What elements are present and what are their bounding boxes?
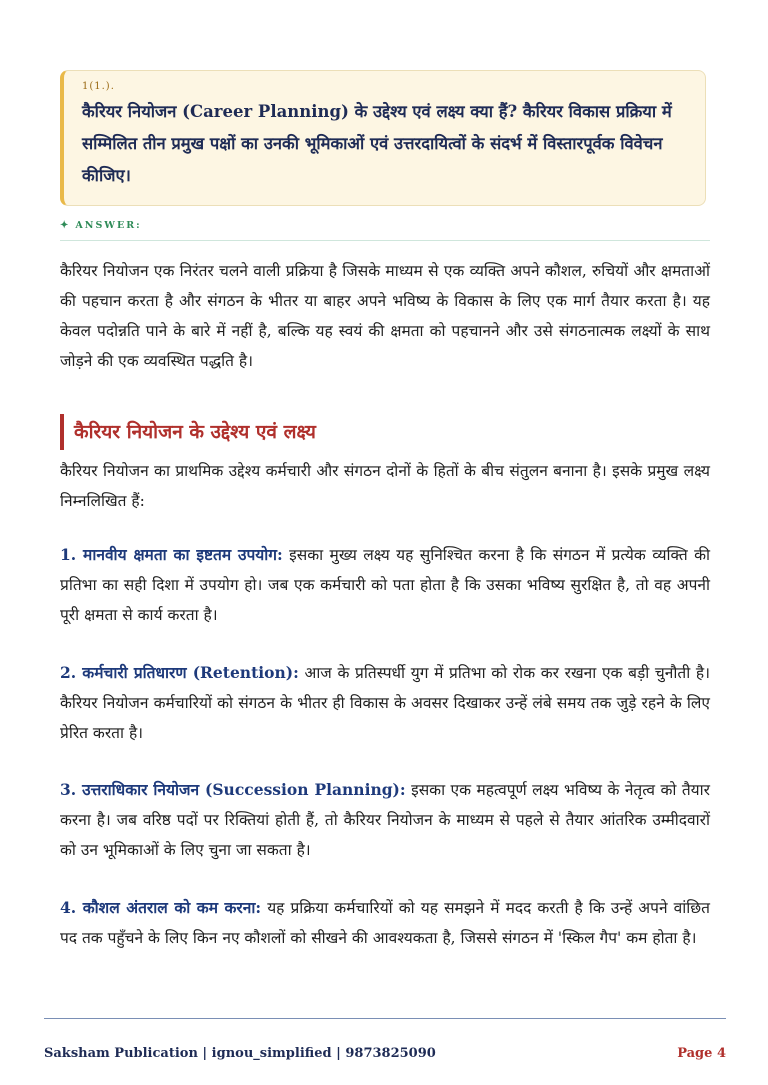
section-intro-paragraph: कैरियर नियोजन का प्राथमिक उद्देश्य कर्मचारी और संगठन दोनों के हितों के बीच संतुलन बनाना है। इसके प्रमुख लक्ष्य निम्नलिखित हैं: [60,462,710,510]
list-item-heading: 3. उत्तराधिकार नियोजन (Succession Planning): [60,780,406,799]
list-item-heading: 1. मानवीय क्षमता का इष्टतम उपयोग: [60,545,283,564]
list-item-body: इसका एक महत्वपूर्ण लक्ष्य भविष्य के नेतृत्व को तैयार करना है। जब वरिष्ठ पदों पर रिक्तियां होती हैं, तो कैरियर नियोजन के माध्यम से पहले से तैयार आंतरिक उम्मीदवारों को उन भूमिकाओं के लिए चुना जा सकता है। [60,781,710,859]
list-item [60,775,710,865]
answer-divider [60,240,710,241]
footer-publisher: Saksham Publication | ignou_simplified | 9873825090 [44,1046,436,1061]
list-item-body: यह प्रक्रिया कर्मचारियों को यह समझने में मदद करती है कि उन्हें अपने वांछित पद तक पहुँचने के लिए किन नए कौशलों को सीखने की आवश्यकता है, जिससे संगठन में 'स्किल गैप' कम होता है। [60,899,710,947]
list-item [60,540,710,630]
question-box [60,70,706,206]
diamond-icon: ✦ [60,220,71,231]
section-heading: कैरियर नियोजन के उद्देश्य एवं लक्ष्य [60,414,710,450]
answer-intro-paragraph: कैरियर नियोजन एक निरंतर चलने वाली प्रक्रिया है जिसके माध्यम से एक व्यक्ति अपने कौशल, रुचियों और क्षमताओं की पहचान करता है और संगठन के भीतर या बाहर अपने भविष्य के विकास के लिए एक मार्ग तैयार करता है। यह केवल पदोन्नति पाने के बारे में नहीं है, बल्कि यह स्वयं की क्षमता को पहचानने और उसे संगठनात्मक लक्ष्यों के साथ जोड़ने की एक व्यवस्थित पद्धति है। [60,262,710,370]
list-item-heading: 4. कौशल अंतराल को कम करना: [60,898,262,917]
question-number: 1(1.). [82,81,115,92]
list-item-heading: 2. कर्मचारी प्रतिधारण (Retention): [60,663,299,682]
page-number: Page 4 [677,1046,726,1061]
list-item [60,893,710,953]
list-item [60,658,710,748]
answer-label-text: ANSWER: [75,220,142,231]
list-item-body: इसका मुख्य लक्ष्य यह सुनिश्चित करना है कि संगठन में प्रत्येक व्यक्ति की प्रतिभा का सही दिशा में उपयोग हो। जब एक कर्मचारी को पता होता है कि उसका भविष्य सुरक्षित है, तो वह अपनी पूरी क्षमता से कार्य करता है। [60,546,710,624]
footer-divider [44,1018,726,1019]
question-text: कैरियर नियोजन (Career Planning) के उद्देश्य एवं लक्ष्य क्या हैं? कैरियर विकास प्रक्रिया में सम्मिलित तीन प्रमुख पक्षों का उनकी भूमिकाओं एवं उत्तरदायित्वों के संदर्भ में विस्तारपूर्वक विवेचन कीजिए। [82,102,672,185]
list-item-body: आज के प्रतिस्पर्धी युग में प्रतिभा को रोक कर रखना एक बड़ी चुनौती है। कैरियर नियोजन कर्मचारियों को संगठन के भीतर ही विकास के अवसर दिखाकर उन्हें लंबे समय तक जुड़े रहने के लिए प्रेरित करता है। [60,664,710,742]
answer-label [60,220,142,231]
